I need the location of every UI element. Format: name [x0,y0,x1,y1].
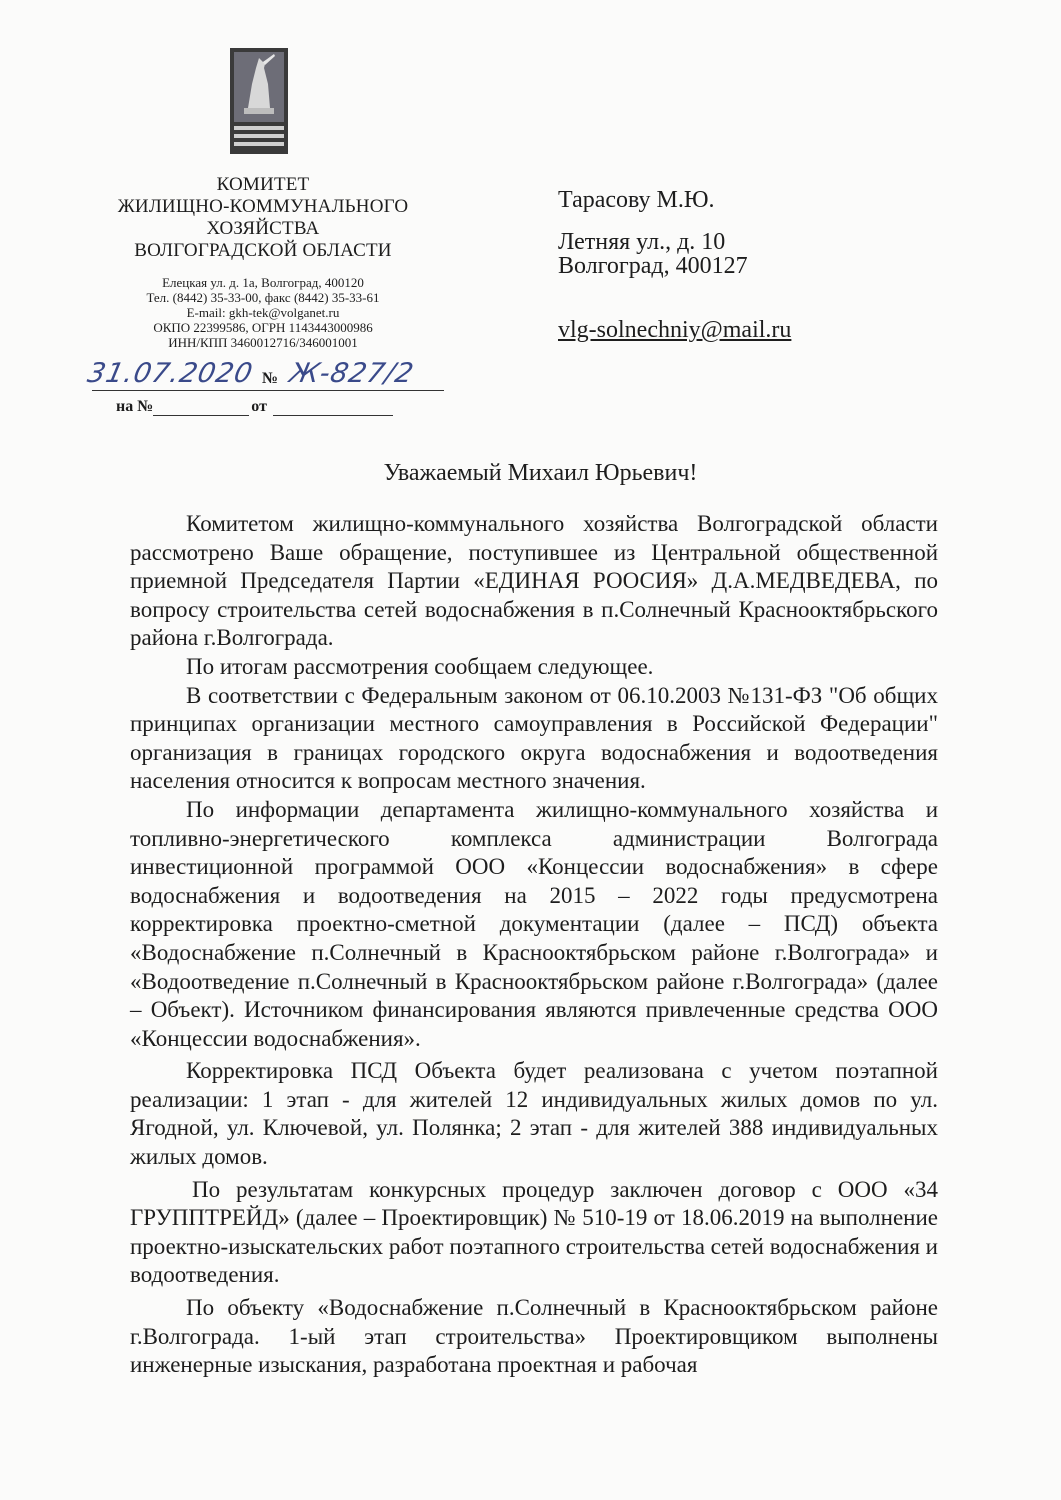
reference-number-label: на № [116,398,154,415]
reference-date-blank [273,401,393,416]
reference-number-blank [153,401,249,416]
recipient-address-line: Летняя ул., д. 10 [558,229,726,255]
committee-contacts [98,275,428,350]
body-paragraph: По итогам рассмотрения сообщаем следующее. [186,653,654,679]
letter-body [130,510,938,1380]
committee-line: ВОЛГОГРАДСКОЙ ОБЛАСТИ [134,240,392,261]
recipient-block [558,188,791,342]
body-paragraph: Комитетом жилищно-коммунального хозяйства Волгоградской области рассмотрено Ваше обращение, поступившее из Центральной общественной приемной Председателя Партии «ЕДИНАЯ РООСИЯ» Д.А.МЕДВЕДЕВА, по вопросу строительства сетей водоснабжения в п.Солнечный Краснооктябрьского района г.Волгограда. [130,511,938,651]
committee-line: КОМИТЕТ [216,174,310,195]
registration-number-label: № [262,370,279,387]
contact-address: Елецкая ул. д. 1а, Волгоград, 400120 [162,275,364,290]
registration-line [86,358,446,394]
registration-underline [92,390,444,391]
committee-line: ХОЗЯЙСТВА [206,218,320,239]
body-paragraph: По результатам конкурсных процедур заключен договор с ООО «34 ГРУППТРЕЙД» (далее – Проектировщик) № 510-19 от 18.06.2019 на выполнение проектно-изыскательских работ поэтапного строительства сетей водоснабжения и водоотведения. [130,1176,938,1288]
reference-date-label: от [251,398,267,415]
committee-line: ЖИЛИЩНО-КОММУНАЛЬНОГО [117,196,409,217]
salutation: Уважаемый Михаил Юрьевич! [383,460,698,486]
contact-inn: ИНН/КПП 3460012716/346001001 [168,335,358,350]
recipient-name: Тарасову М.Ю. [558,187,715,213]
contact-phone: Тел. (8442) 35-33-00, факс (8442) 35-33-61 [146,290,380,305]
volgograd-emblem-icon [230,48,288,154]
body-paragraph: В соответствии с Федеральным законом от 06.10.2003 №131-ФЗ "Об общих принципах организации местного самоуправления в Российской Федерации" организация в границах городского округа водоснабжения и водоотведения населения относится к вопросам местного значения. [130,682,938,794]
body-paragraph: Корректировка ПСД Объекта будет реализована с учетом поэтапной реализации: 1 этап - для жителей 12 индивидуальных жилых домов по ул. Ягодной, ул. Ключевой, ул. Полянка; 2 этап - для жителей 388 индивидуальных жилых домов. [130,1058,938,1170]
contact-okpo: ОКПО 22399586, ОГРН 1143443000986 [153,320,373,335]
contact-email: E-mail: gkh-tek@volganet.ru [186,305,340,320]
recipient-address-line: Волгоград, 400127 [558,253,748,279]
registration-number: Ж-827/2 [286,358,417,389]
body-paragraph: По объекту «Водоснабжение п.Солнечный в Краснооктябрьском районе г.Волгограда. 1-ый этап строительства» Проектировщиком выполнены инженерные изыскания, разработана проектная и рабочая [130,1295,938,1378]
reference-line [116,398,393,416]
recipient-email: vlg-solnechniy@mail.ru [558,317,792,343]
body-paragraph: По информации департамента жилищно-коммунального хозяйства и топливно-энергетического комплекса администрации Волгограда инвестиционной программой ООО «Концессии водоснабжения» в сфере водоснабжения и водоотведения на 2015 – 2022 годы предусмотрена корректировка проектно-сметной документации (далее – ПСД) объекта «Водоснабжение п.Солнечный в Краснооктябрьском районе г.Волгограда» и «Водоотведение п.Солнечный в Краснооктябрьском районе г.Волгограда» (далее – Объект). Источником финансирования являются привлеченные средства ООО «Концессии водоснабжения». [130,796,938,1051]
registration-date: 31.07.2020 [84,358,256,389]
committee-name [88,174,438,262]
